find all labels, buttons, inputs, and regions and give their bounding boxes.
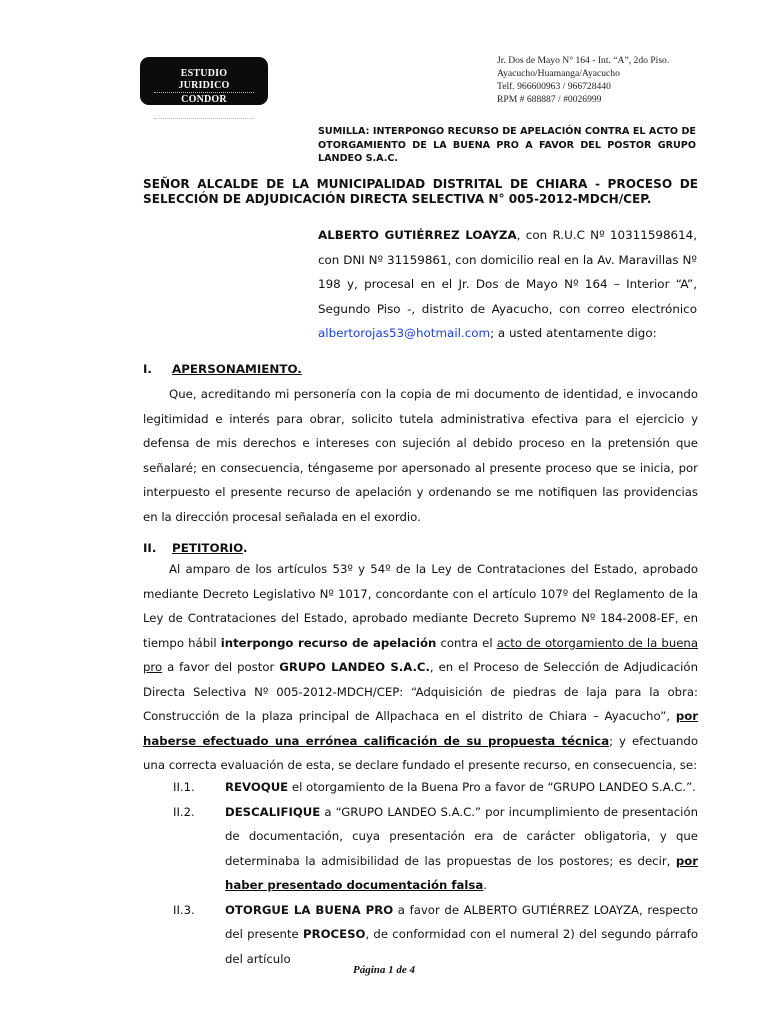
section-2-paragraph <box>143 557 698 778</box>
address-line: RPM # 688887 / #0026999 <box>497 94 602 105</box>
item-body <box>225 898 698 972</box>
text-run: el otorgamiento de la Buena Pro a favor de “GRUPO LANDEO S.A.C.”. <box>288 780 696 794</box>
list-item <box>173 898 698 972</box>
item-number: II.2. <box>173 804 195 819</box>
text-run: contra el <box>436 635 497 650</box>
bold-run: OTORGUE LA BUENA PRO <box>225 902 394 917</box>
logo-line-1: ESTUDIO JURIDICO <box>154 68 254 93</box>
text-run: a favor de ALBERTO GUTIÉRREZ LOAYZA, respecto del presente <box>225 902 698 941</box>
section-2-heading <box>143 541 248 555</box>
law-firm-logo <box>140 57 268 117</box>
intro-closing: ; a usted atentamente digo: <box>490 326 657 341</box>
section-1-heading <box>143 362 302 376</box>
bold-run: REVOQUE <box>225 780 289 794</box>
address-line: Ayacucho/Huamanga/Ayacucho <box>497 68 620 79</box>
bold-underlined-run: por haberse efectuado una errónea calificación de su propuesta técnica <box>143 709 698 748</box>
section-number: II. <box>143 541 157 555</box>
section-number: I. <box>143 362 152 376</box>
email-link[interactable]: albertorojas53@hotmail.com <box>318 326 491 341</box>
petition-items <box>173 775 698 971</box>
firm-address <box>497 54 669 106</box>
text-run: a “GRUPO LANDEO S.A.C.” por incumplimiento de presentación de documentación, cuya presentación era de carácter obligatoria, y que determinaba la admisibilidad de las propuestas de los postores; es decir, <box>225 804 698 868</box>
section-title: APERSONAMIENTO. <box>172 362 302 376</box>
bold-run: interpongo recurso de apelación <box>220 635 437 650</box>
bold-run: DESCALIFIQUE <box>225 804 321 819</box>
section-1-text: Que, acreditando mi personería con la copia de mi documento de identidad, e invocando legitimidad e interés para obrar, solicito tutela administrativa efectiva para el ejercicio y defensa de mis derechos e intereses con sujeción al debido proceso en la pretensión que señalaré; en consecuencia, téngaseme por apersonado al presente proceso que se inicia, por interpuesto el presente recurso de apelación y ordenando se me notifiquen las providencias en la dirección procesal señalada en el exordio. <box>143 387 698 524</box>
bold-underlined-run: por haber presentado documentación falsa <box>225 853 698 892</box>
item-body <box>225 800 698 898</box>
applicant-name: ALBERTO GUTIÉRREZ LOAYZA <box>318 228 517 242</box>
section-title-suffix: . <box>243 541 248 555</box>
section-title: PETITORIO <box>172 541 244 555</box>
address-line: Jr. Dos de Mayo N° 164 - Int. “A”, 2do Piso. <box>497 55 670 66</box>
text-run: , en el Proceso de Selección de Adjudicación Directa Selectiva Nº 005-2012-MDCH/CEP: “Adquisición de piedras de laja para la obra: Construcción de la plaza principal de Allpachaca en el distrito de Chiara – Ayacucho”, <box>143 660 698 723</box>
intro-paragraph <box>318 223 697 346</box>
petitorio-text <box>143 557 698 778</box>
list-item <box>173 800 698 898</box>
address-line: Telf. 966600963 / 966728440 <box>497 81 611 92</box>
item-number: II.3. <box>173 902 195 917</box>
intro-text: , con R.U.C Nº 10311598614, con DNI Nº 31159861, con domicilio real en la Av. Maravillas Nº 198 y, procesal en el Jr. Dos de Mayo Nº 164 – Interior “A”, Segundo Piso -, distrito de Ayacucho, con correo electrónico <box>318 228 697 316</box>
section-1-paragraph <box>143 382 698 529</box>
bold-run: GRUPO LANDEO S.A.C. <box>279 660 430 674</box>
page-number: Página 1 de 4 <box>352 964 416 976</box>
text-run: . <box>483 878 487 892</box>
item-number: II.1. <box>173 780 195 794</box>
text-run: , de conformidad con el numeral 2) del segundo párrafo del artículo <box>225 927 698 966</box>
underlined-run: acto de otorgamiento de la buena pro <box>143 635 699 674</box>
bold-run: PROCESO <box>303 927 366 941</box>
logo-line-2: CONDOR PALOMINO <box>154 94 254 119</box>
sumilla: SUMILLA: INTERPONGO RECURSO DE APELACIÓN CONTRA EL ACTO DE OTORGAMIENTO DE LA BUENA PRO A FAVOR DEL POSTOR GRUPO LANDEO S.A.C. <box>318 126 696 164</box>
text-run: a favor del postor <box>162 660 280 674</box>
item-body <box>225 775 698 800</box>
text-run: Al amparo de los artículos 53º y 54º de la Ley de Contrataciones del Estado, aprobado mediante Decreto Legislativo Nº 1017, concordante con el artículo 107º del Reglamento de la Ley de Contrataciones del Estado, aprobado mediante Decreto Supremo Nº 184-2008-EF, en tiempo hábil <box>143 562 698 650</box>
text-run: ; y efectuando una correcta evaluación de esta, se declare fundado el presente recurso, en consecuencia, se: <box>143 733 698 772</box>
list-item <box>173 775 698 800</box>
addressee-heading: SEÑOR ALCALDE DE LA MUNICIPALIDAD DISTRITAL DE CHIARA - PROCESO DE SELECCIÓN DE ADJUDICACIÓN DIRECTA SELECTIVA N° 005-2012-MDCH/CEP. <box>143 177 698 206</box>
